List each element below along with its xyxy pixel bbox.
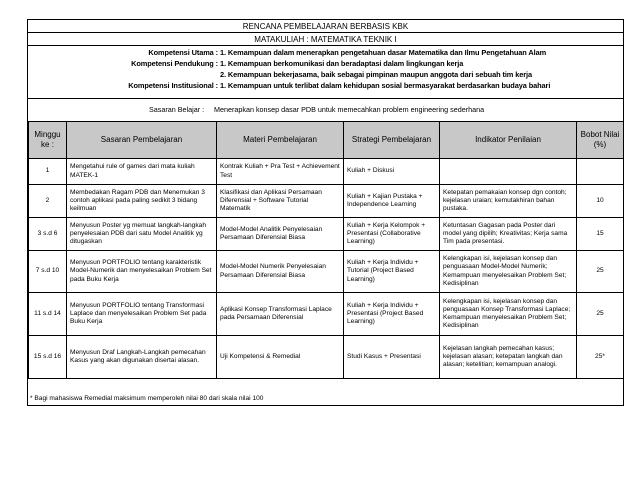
- sasaran-belajar-value: Menerapkan konsep dasar PDB untuk memecahkan problem engineering sederhana: [214, 105, 485, 114]
- cell-sasaran: Menyusun PORTFOLIO tentang karakteristik Model-Numerik dan menyelesaikan Problem Set pada Buku Kerja: [67, 251, 217, 293]
- cell-materi: Klasifikasi dan Aplikasi Persamaan Diferensial + Software Tutorial Matematik: [217, 185, 344, 218]
- course-title: MATAKULIAH : MATEMATIKA TEKNIK I: [254, 35, 397, 44]
- cell-sasaran: Menyusun Draf Langkah-Langkah pemecahan Kasus yang akan digunakan disertai alasan.: [67, 336, 217, 379]
- cell-indikator: Kejelasan langkah pemecahan kasus; kejelasan alasan; ketepatan langkah dan alasan; ketelitian; kemampuan analogi.: [440, 336, 577, 379]
- header-strategi: Strategi Pembelajaran: [344, 122, 440, 159]
- cell-materi: Model-Model Analitik Penyelesaian Persamaan Diferensial Biasa: [217, 218, 344, 251]
- kompetensi-label: Kompetensi Institusional :: [128, 81, 218, 90]
- cell-strategi: Kuliah + Diskusi: [344, 159, 440, 185]
- cell-bobot: 25*: [577, 336, 624, 379]
- table-row: [29, 336, 624, 379]
- divider: [28, 98, 623, 99]
- kompetensi-value: 1. Kemampuan untuk terlibat dalam kehidupan sosial bermasyarakat berdasarkan budaya bahari: [220, 81, 551, 90]
- document-sheet: [27, 19, 624, 406]
- lesson-plan-table: [28, 121, 624, 379]
- cell-strategi: Kuliah + Kerja Kelompok + Presentasi (Collaborative Learning): [344, 218, 440, 251]
- footnote: * Bagi mahasiswa Remedial maksimum memperoleh nilai 80 dari skala nilai 100: [30, 395, 264, 402]
- cell-indikator: Kelengkapan isi, kejelasan konsep dan penguasaan Model-Model Numerik; Kemampuan menyelesaikan Problem Set; Kedisiplinan: [440, 251, 577, 293]
- table-header-row: [29, 122, 624, 159]
- kompetensi-row: [28, 59, 623, 69]
- cell-minggu: 7 s.d 10: [29, 251, 67, 293]
- cell-strategi: Kuliah + Kerja Individu + Presentasi (Project Based Learning): [344, 293, 440, 336]
- cell-materi: Kontrak Kuliah + Pra Test + Achievement Test: [217, 159, 344, 185]
- header-minggu: Minggu ke :: [29, 122, 67, 159]
- kompetensi-row: [28, 48, 623, 58]
- kompetensi-value: 2. Kemampuan bekerjasama, baik sebagai pimpinan maupun anggota dari sebuah tim kerja: [220, 70, 532, 79]
- cell-sasaran: Mengetahui rule of games dari mata kuliah MATEK-1: [67, 159, 217, 185]
- kompetensi-row: [28, 70, 623, 80]
- cell-minggu: 2: [29, 185, 67, 218]
- kompetensi-row: [28, 81, 623, 91]
- cell-sasaran: Membedakan Ragam PDB dan Menemukan 3 contoh aplikasi pada paling sedikit 3 bidang keilmuan: [67, 185, 217, 218]
- divider: [28, 32, 623, 33]
- kompetensi-label: Kompetensi Utama :: [148, 48, 218, 57]
- cell-minggu: 15 s.d 16: [29, 336, 67, 379]
- cell-sasaran: Menyusun Poster yg memuat langkah-langkah penyelesaian PDB dari satu Model Analitik yg ditugaskan: [67, 218, 217, 251]
- table-row: [29, 218, 624, 251]
- kompetensi-value: 1. Kemampuan berkomunikasi dan beradaptasi dalam lingkungan kerja: [220, 59, 464, 68]
- cell-indikator: [440, 159, 577, 185]
- cell-indikator: Ketepatan pemakaian konsep dgn contoh; kejelasan uraian; kemutakhiran bahan pustaka.: [440, 185, 577, 218]
- table-row: [29, 293, 624, 336]
- cell-materi: Uji Kompetensi & Remedial: [217, 336, 344, 379]
- header-sasaran: Sasaran Pembelajaran: [67, 122, 217, 159]
- header-bobot: Bobot Nilai (%): [577, 122, 624, 159]
- sasaran-belajar-label: Sasaran Belajar :: [149, 105, 205, 114]
- header-materi: Materi Pembelajaran: [217, 122, 344, 159]
- table-row: [29, 185, 624, 218]
- cell-bobot: 25: [577, 293, 624, 336]
- divider: [28, 45, 623, 46]
- cell-bobot: [577, 159, 624, 185]
- cell-bobot: 10: [577, 185, 624, 218]
- cell-strategi: Kuliah + Kerja Individu + Tutorial (Project Based Learning): [344, 251, 440, 293]
- cell-bobot: 15: [577, 218, 624, 251]
- cell-minggu: 3 s.d 6: [29, 218, 67, 251]
- cell-strategi: Kuliah + Kajian Pustaka + Independence Learning: [344, 185, 440, 218]
- cell-minggu: 11 s.d 14: [29, 293, 67, 336]
- kompetensi-label: Kompetensi Pendukung :: [131, 59, 218, 68]
- cell-materi: Aplikasi Konsep Transformasi Laplace pada Persamaan Diferensial: [217, 293, 344, 336]
- kompetensi-value: 1. Kemampuan dalam menerapkan pengetahuan dasar Matematika dan Ilmu Pengetahuan Alam: [220, 48, 547, 57]
- cell-indikator: Kelengkapan isi, kejelasan konsep dan penguasaan Konsep Transformasi Laplace; Kemampuan menyelesaikan Problem Set; Kedisiplinan: [440, 293, 577, 336]
- cell-minggu: 1: [29, 159, 67, 185]
- table-row: [29, 251, 624, 293]
- cell-sasaran: Menyusun PORTFOLIO tentang Transformasi Laplace dan menyelesaikan Problem Set pada Buku Kerja: [67, 293, 217, 336]
- cell-strategi: Studi Kasus + Presentasi: [344, 336, 440, 379]
- cell-materi: Model-Model Numerik Penyelesaian Persamaan Diferensial Biasa: [217, 251, 344, 293]
- header-indikator: Indikator Penilaian: [440, 122, 577, 159]
- cell-indikator: Ketuntasan Gagasan pada Poster dari model yang dipilih; Kreativitas; Kerja sama Tim pada presentasi.: [440, 218, 577, 251]
- document-title: RENCANA PEMBELAJARAN BERBASIS KBK: [242, 22, 409, 31]
- cell-bobot: 25: [577, 251, 624, 293]
- table-row: [29, 159, 624, 185]
